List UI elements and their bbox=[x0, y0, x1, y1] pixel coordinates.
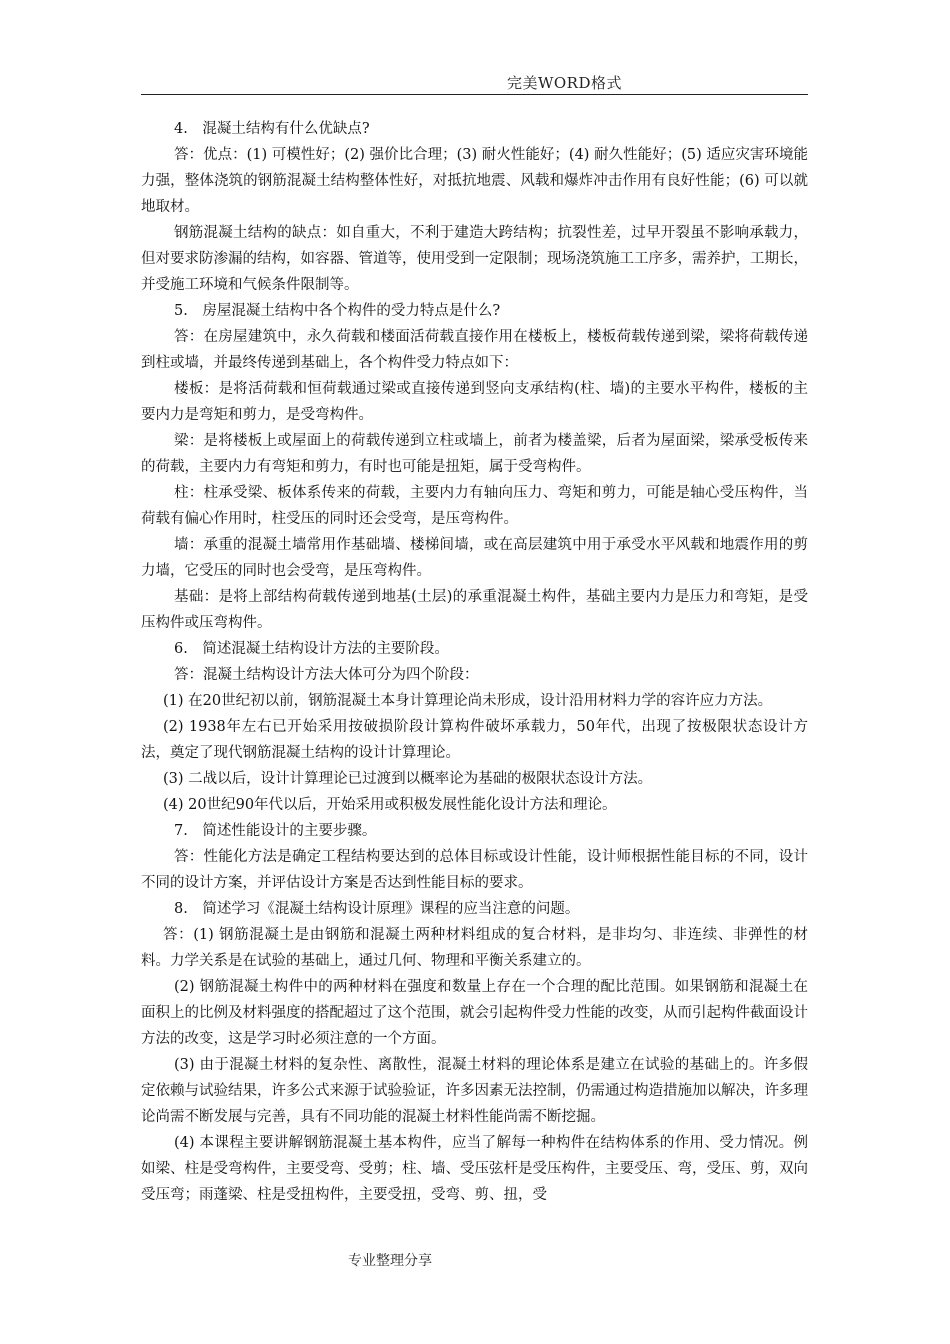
answer-8-point-3: (3) 由于混凝土材料的复杂性、离散性，混凝土材料的理论体系是建立在试验的基础上的。许多假定依赖与试验结果，许多公式来源于试验验证，许多因素无法控制，仍需通过构造措施加以解决，许多理论尚需不断发展与完善，具有不同功能的混凝土材料性能尚需不断挖掘。 bbox=[141, 1057, 808, 1125]
answer-7: 答：性能化方法是确定工程结构要达到的总体目标或设计性能，设计师根据性能目标的不同，设计不同的设计方案，并评估设计方案是否达到性能目标的要求。 bbox=[141, 849, 808, 891]
answer-4-advantages: 答：优点：(1) 可模性好；(2) 强价比合理；(3) 耐火性能好；(4) 耐久性能好；(5) 适应灾害环境能力强，整体浇筑的钢筋混凝土结构整体性好，对抵抗地震、风载和爆炸冲击作用有良好性能；(6) 可以就地取材。 bbox=[141, 147, 808, 215]
page-body bbox=[141, 116, 808, 1208]
answer-4-disadvantages: 钢筋混凝土结构的缺点：如自重大，不利于建造大跨结构；抗裂性差，过早开裂虽不影响承载力，但对要求防渗漏的结构，如容器、管道等，使用受到一定限制；现场浇筑施工工序多，需养护，工期长，并受施工环境和气候条件限制等。 bbox=[141, 225, 808, 293]
answer-5-wall: 墙：承重的混凝土墙常用作基础墙、楼梯间墙，或在高层建筑中用于承受水平风载和地震作用的剪力墙，它受压的同时也会受弯，是压弯构件。 bbox=[141, 537, 808, 579]
answer-6-stage-3: (3) 二战以后，设计计算理论已过渡到以概率论为基础的极限状态设计方法。 bbox=[163, 771, 653, 787]
answer-6-stage-2: (2) 1938年左右已开始采用按破损阶段计算构件破坏承载力，50年代，出现了按极限状态设计方法，奠定了现代钢筋混凝土结构的设计计算理论。 bbox=[141, 719, 808, 761]
answer-8-point-1: 答：(1) 钢筋混凝土是由钢筋和混凝土两种材料组成的复合材料，是非均匀、非连续、非弹性的材料。力学关系是在试验的基础上，通过几何、物理和平衡关系建立的。 bbox=[141, 927, 808, 969]
question-8-heading: 8. 简述学习《混凝土结构设计原理》课程的应当注意的问题。 bbox=[174, 901, 580, 917]
answer-5-beam: 梁：是将楼板上或屋面上的荷载传递到立柱或墙上，前者为楼盖梁，后者为屋面梁，梁承受板传来的荷载，主要内力有弯矩和剪力，有时也可能是扭矩，属于受弯构件。 bbox=[141, 433, 808, 475]
answer-8-point-2: (2) 钢筋混凝土构件中的两种材料在强度和数量上存在一个合理的配比范围。如果钢筋和混凝土在面积上的比例及材料强度的搭配超过了这个范围，就会引起构件受力性能的改变，从而引起构件截面设计方法的改变，这是学习时必须注意的一个方面。 bbox=[141, 979, 808, 1047]
answer-6-intro: 答：混凝土结构设计方法大体可分为四个阶段： bbox=[174, 667, 479, 683]
question-4-heading: 4. 混凝土结构有什么优缺点? bbox=[174, 121, 370, 137]
answer-6-stage-4: (4) 20世纪90年代以后，开始采用或积极发展性能化设计方法和理论。 bbox=[163, 797, 617, 813]
answer-5-foundation: 基础：是将上部结构荷载传递到地基(土层)的承重混凝土构件，基础主要内力是压力和弯矩，是受压构件或压弯构件。 bbox=[141, 589, 808, 631]
answer-5-intro: 答：在房屋建筑中，永久荷载和楼面活荷载直接作用在楼板上，楼板荷载传递到梁，梁将荷载传递到柱或墙，并最终传递到基础上，各个构件受力特点如下： bbox=[141, 329, 808, 371]
question-7-heading: 7. 简述性能设计的主要步骤。 bbox=[174, 823, 377, 839]
answer-5-column: 柱：柱承受梁、板体系传来的荷载，主要内力有轴向压力、弯矩和剪力，可能是轴心受压构件，当荷载有偏心作用时，柱受压的同时还会受弯，是压弯构件。 bbox=[141, 485, 808, 527]
question-6-heading: 6. 简述混凝土结构设计方法的主要阶段。 bbox=[174, 641, 449, 657]
answer-8-point-4: (4) 本课程主要讲解钢筋混凝土基本构件，应当了解每一种构件在结构体系的作用、受力情况。例如梁、柱是受弯构件，主要受弯、受剪；柱、墙、受压弦杆是受压构件，主要受压、弯，受压、剪，双向受压弯；雨蓬梁、柱是受扭构件，主要受扭，受弯、剪、扭，受 bbox=[141, 1135, 808, 1203]
page-header: 完美WORD格式 bbox=[506, 74, 622, 92]
page-footer: 专业整理分享 bbox=[348, 1253, 432, 1269]
question-5-heading: 5. 房屋混凝土结构中各个构件的受力特点是什么? bbox=[174, 303, 501, 319]
answer-5-slab: 楼板：是将活荷载和恒荷载通过梁或直接传递到竖向支承结构(柱、墙)的主要水平构件，楼板的主要内力是弯矩和剪力，是受弯构件。 bbox=[141, 381, 808, 423]
answer-6-stage-1: (1) 在20世纪初以前，钢筋混凝土本身计算理论尚未形成，设计沿用材料力学的容许应力方法。 bbox=[163, 693, 773, 709]
header-divider bbox=[141, 94, 808, 95]
